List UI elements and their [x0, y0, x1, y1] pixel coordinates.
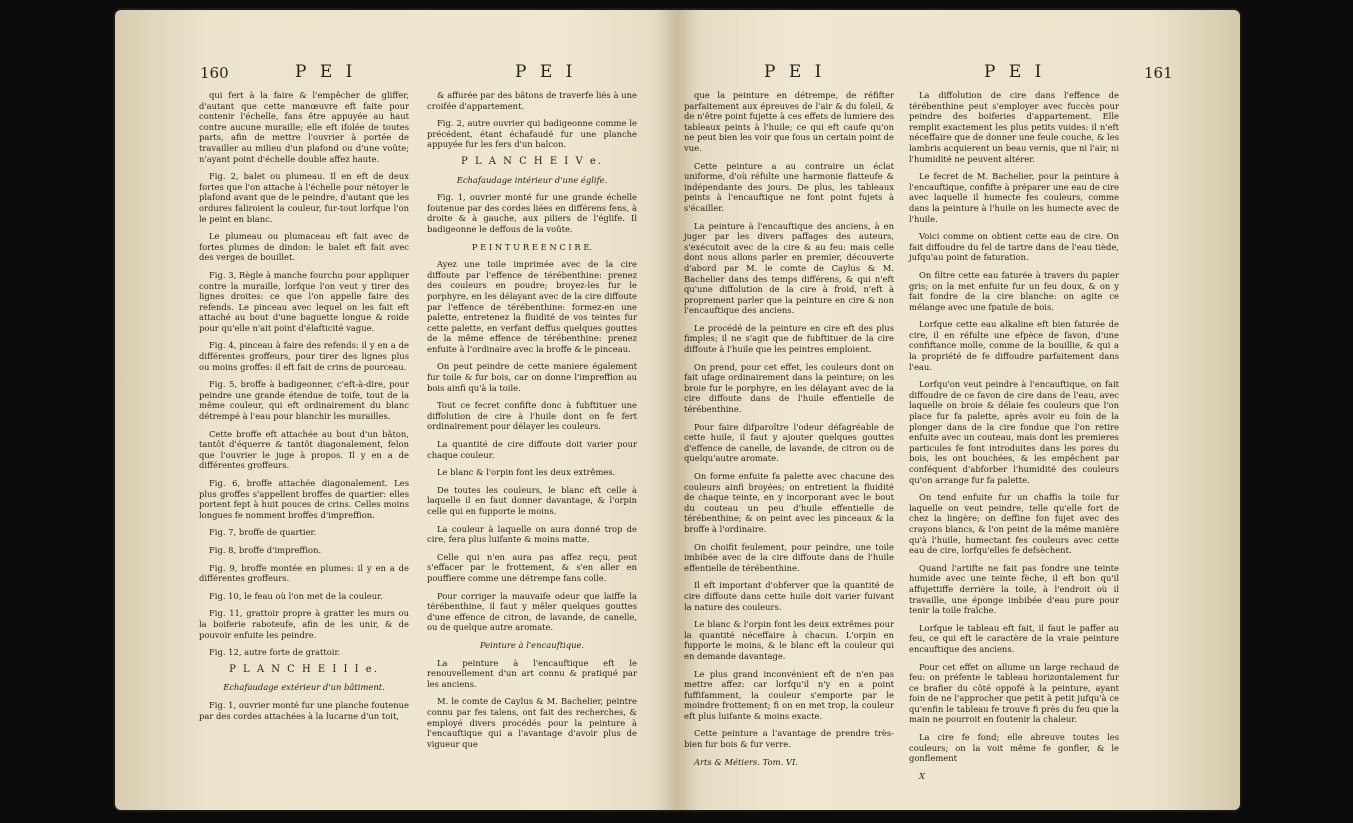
page-number: 160 — [200, 64, 229, 82]
paragraph: Ayez une toile imprimée avec de la cire diffoute par l'effence de térébenthine: prenez des couleurs en poudre; broyez-les fur le porphyre, en les délayant avec de la cire diffoute par l'effence de térébenthine: formez-en une palette, entretenez la fluidité de vos teintes fur cette palette, en verfant deffus quelques gouttes de la même effence de térébenthine: prenez enfuite à l'ordinaire avec la broffe & le pinceau. — [427, 259, 637, 354]
paragraph: De toutes les couleurs, le blanc eft celle à laquelle il en faut donner davantage, & l'orpin celle qui en fupporte le moins. — [427, 484, 637, 516]
paragraph: Fig. 5, broffe à badigeonner, c'eft-à-dire, pour peindre une grande étendue de toife, tout de la même couleur, qui eft ordinairement du blanc détrempé à l'eau pour blanchir les murailles. — [199, 379, 409, 422]
paragraph: La peinture à l'encauftique des anciens, à en juger par les divers paffages des auteurs, s'exécutoit avec de la cire & au feu: mais celle dont nous allons parler en premier, découverte d'abord par M. le comte de Caylus & M. Bachelier dans des temps différens, & qui n'eft qu'une diffolution de la cire à froid, n'eft à proprement parler que la peinture en cire & non l'encauftique des anciens. — [684, 220, 894, 316]
paragraph: P L A N C H E I V e. — [461, 155, 603, 167]
paragraph: Fig. 10, le feau où l'on met de la couleur. — [209, 590, 383, 601]
text-column — [909, 90, 1119, 788]
paragraph: Fig. 4, pinceau à faire des refends: il y en a de différentes groffeurs, pour tirer des lignes plus ou moins groffes: il eft fait de crins de pourceau. — [199, 340, 409, 372]
text-column — [684, 90, 894, 774]
paragraph: Tout ce fecret confifte donc à fubftituer une diffolution de cire à l'huile dont on fe fert ordinairement pour délayer les couleurs. — [427, 400, 637, 432]
paragraph: La quantité de cire diffoute doit varier pour chaque couleur. — [427, 439, 637, 460]
paragraph: La cire fe fond; elle abreuve toutes les couleurs; on la voit même fe gonfler, & le gonflement — [909, 732, 1119, 764]
paragraph: Le plus grand inconvénient eft de n'en pas mettre affez: car lorfqu'il n'y en a point fuffifamment, la couleur s'emporte par le moindre frottement; fi on en met trop, la couleur eft plus luifante & moins exacte. — [684, 668, 894, 721]
paragraph: Le blanc & l'orpin font les deux extrêmes pour la quantité néceffaire à chacun. L'orpin en fupporte le moins, & le blanc eft la couleur qui en demande davantage. — [684, 619, 894, 661]
paragraph: M. le comte de Caylus & M. Bachelier, peintre connu par fes talens, ont fait des recherches, & employé divers procédés pour la peinture à l'encauftique qui a l'avantage d'avoir plus de vigueur que — [427, 696, 637, 749]
paragraph: Fig. 3, Règle à manche fourchu pour appliquer contre la muraille, lorfque l'on veut y tirer des lignes droites: ce que l'on appelle faire des refends. Le pinceau avec lequel on les fait eft attaché au bout d'une baguette longue & roide pour qu'elle n'ait point d'élafticité vague. — [199, 269, 409, 333]
header-title: P E I — [295, 62, 357, 82]
running-header-right — [684, 62, 1190, 88]
paragraph: Fig. 11, grattoir propre à gratter les murs ou la boiferie raboteufe, afin de les unir, & de pouvoir enfuite les peindre. — [199, 608, 409, 640]
paragraph: Lorfqu'on veut peindre à l'encauftique, on fait diffoudre de ce favon de cire dans de l'eau, avec laquelle on broie & délaie fes couleurs que l'on place fur fa palette, après avoir eu foin de la plonger dans de la cire fondue que l'on retire enfuite avec un couteau, mais dont les premieres particules fe font introduites dans les pores du bois, les ont bouchées, & les empêchent par conféquent d'abforber l'humidité des couleurs qu'on arrange fur fa palette. — [909, 379, 1119, 485]
paragraph: Lorfque le tableau eft fait, il faut le paffer au feu, ce qui eft le caractère de la vraie peinture encauftique des anciens. — [909, 622, 1119, 654]
running-header-left — [200, 62, 651, 88]
paragraph: Cette peinture a au contraire un éclat uniforme, d'où réfulte une harmonie flatteufe & indépendante des jours. De plus, les tableaux peints à l'encauftique ne font point fujets à s'écailler. — [684, 160, 894, 213]
paragraph: Pour corriger la mauvaife odeur que laiffe la térébenthine, il faut y mêler quelques gouttes d'une effence de citron, de lavande, de canelle, ou de quelque autre aromate. — [427, 590, 637, 633]
paragraph: La couleur à laquelle on aura donné trop de cire, fera plus luifante & moins matte. — [427, 523, 637, 545]
text-column — [199, 90, 409, 728]
paragraph: La diffolution de cire dans l'effence de térébenthine peut s'employer avec fuccès pour peindre des boiferies d'appartement. Elle remplit exactement les plus petits vuides: il n'eft néceffaire que de donner une feule couche, & les lambris acquierent un beau vernis, que ni l'air, ni l'humidité ne peuvent altérer. — [909, 90, 1119, 164]
paragraph: qui fert à la faire & l'empêcher de gliffer, d'autant que cette manœuvre eft faite pour contenir l'échelle, fans être appuyée au haut contre aucune muraille; elle eft ifolée de toutes parts, afin de mettre l'ouvrier à portée de travailler au milieu d'un plafond ou d'une voûte; n'ayant point d'échelle double affez haute. — [199, 90, 409, 164]
paragraph: P E I N T U R E E N C I R E. — [471, 241, 593, 252]
header-title: P E I — [984, 62, 1046, 82]
paragraph: Voici comme on obtient cette eau de cire. On fait diffoudre du fel de tartre dans de l'eau tiède, jufqu'au point de faturation. — [909, 231, 1119, 263]
paragraph: Echafaudage extérieur d'un bâtiment. — [223, 682, 385, 693]
paragraph: Echafaudage intérieur d'une églife. — [456, 174, 608, 185]
paragraph: On prend, pour cet effet, les couleurs dont on fait ufage ordinairement dans la peinture; on les broie fur le porphyre, en les délayant avec de la cire diffoute dans de l'huile effentielle de térébenthine. — [684, 361, 894, 415]
paragraph: Quand l'artifte ne fait pas fondre une teinte humide avec une teinte fèche, il eft bon qu'il affujettiffe derrière la toile, à l'endroit où il travaille, une éponge imbibée d'eau pure pour tenir la toile fraîche. — [909, 562, 1119, 616]
paragraph: Peinture à l'encauftique. — [479, 639, 585, 650]
paragraph: P L A N C H E I I I e. — [229, 663, 379, 675]
paragraph: Fig. 2, balet ou plumeau. Il en eft de deux fortes que l'on attache à l'échelle pour nétoyer le plafond avant que de le peindre, d'autant que les ordures faliroient la couleur, fur-tout lorfque l'on le peint en blanc. — [199, 171, 409, 224]
paragraph: Pour faire difparoître l'odeur défagréable de cette huile, il faut y ajouter quelques gouttes d'effence de canelle, de lavande, de citron ou de quelqu'autre aromate. — [684, 421, 894, 464]
right-page — [684, 10, 1240, 810]
paragraph: & affurée par des bâtons de traverfe liés à une croifée d'appartement. — [427, 90, 637, 111]
paragraph: Fig. 2, autre ouvrier qui badigeonne comme le précédent, étant échafaudé fur une planche appuyée fur les fers d'un balcon. — [427, 118, 637, 150]
paragraph: Lorfque cette eau alkaline eft bien faturée de cire, il en réfulte une efpèce de favon, d'une confiftance molle, comme de la bouillie, & qui a la propriété de fe diffoudre parfaitement dans l'eau. — [909, 319, 1119, 372]
paragraph: Fig. 7, broffe de quartier. — [209, 527, 317, 538]
paragraph: Fig. 6, broffe attachée diagonalement. Les plus groffes s'appellent broffes de quartier: elles portent fept à huit pouces de crins. Celles moins longues fe nomment broffes d'impreffion. — [199, 478, 409, 520]
paragraph: Fig. 9, broffe montée en plumes: il y en a de différentes groffeurs. — [199, 562, 409, 584]
paragraph: Le procédé de la peinture en cire eft des plus fimples; il ne s'agit que de fubftituer de la cire diffoute à l'huile que les peintres emploient. — [684, 322, 894, 355]
header-title: P E I — [515, 62, 577, 82]
paragraph: Il eft important d'obferver que la quantité de cire diffoute dans cette huile doit varier fuivant la nature des couleurs. — [684, 580, 894, 612]
paragraph: Pour cet effet on allume un large rechaud de feu: on préfente le tableau horizontalement fur ce brafier du côté oppofé à la peinture, ayant foin de ne l'approcher que petit à petit jufqu'à ce qu'enfin le tableau fe trouve fi près du feu que la main ne pourroit en foutenir la chaleur. — [909, 661, 1119, 725]
paragraph: Fig. 12, autre forte de grattoir. — [209, 647, 341, 658]
header-title: P E I — [764, 62, 826, 82]
paragraph: Le fecret de M. Bachelier, pour la peinture à l'encauftique, confifte à préparer une eau de cire avec laquelle il humecte fes couleurs, comme dans la peinture à l'huile on les humecte avec de l'huile. — [909, 171, 1119, 224]
paragraph: La peinture à l'encauftique eft le renouvellement d'un art connu & pratiqué par les anciens. — [427, 657, 637, 689]
page-number: 161 — [1144, 64, 1173, 82]
paragraph: Le blanc & l'orpin font les deux extrêmes. — [437, 467, 616, 478]
paragraph: On tend enfuite fur un chaffis la toile fur laquelle on veut peindre, telle qu'elle fort de chez la lingère; on deffine fon fujet avec des crayons blancs, & l'on peint de la même manière qu'à l'huile, humectant fes couleurs avec cette eau de cire, lorfqu'elles fe defsèchent. — [909, 492, 1119, 556]
paragraph: On forme enfuite fa palette avec chacune des couleurs ainfi broyées; on entretient la fluidité de chaque teinte, en y incorporant avec le bout du couteau un peu d'huile effentielle de térébenthine; & on peint avec les pinceaux & la broffe à l'ordinaire. — [684, 471, 894, 534]
paragraph: Fig. 8, broffe d'impreffion. — [209, 544, 322, 555]
page-footer: Arts & Métiers. Tom. VI. — [694, 756, 798, 767]
paragraph: On filtre cette eau faturée à travers du papier gris; on la met enfuite fur un feu doux, & on y fait fondre de la cire blanche: on agite ce mélange avec une fpatule de bois. — [909, 269, 1119, 312]
paragraph: Le plumeau ou plumaceau eft fait avec de fortes plumes de dindon: le balet eft fait avec des verges de bouillet. — [199, 231, 409, 263]
paragraph: que la peinture en détrempe, de réfifter parfaitement aux épreuves de l'air & du foleil, & de n'être point fujette à ces effets de lumiere des tableaux peints à l'huile; ce qui eft caufe qu'on ne peut bien les voir que fous un certain point de vue. — [684, 90, 894, 153]
paragraph: Fig. 1, ouvrier monté fur une planche foutenue par des cordes attachées à la lucarne d'un toit, — [199, 699, 409, 721]
paragraph: Fig. 1, ouvrier monté fur une grande échelle foutenue par des cordes liées en différens fens, à droite & à gauche, aux piliers de l'églife. Il badigeonne le deffous de la voûte. — [427, 192, 637, 234]
paragraph: Cette peinture a l'avantage de prendre très-bien fur bois & fur verre. — [684, 728, 894, 750]
paragraph: On peut peindre de cette maniere également fur toile & fur bois, car on donne l'impreffion au bois ainfi qu'à la toile. — [427, 361, 637, 393]
paragraph: Cette broffe eft attachée au bout d'un bâton, tantôt d'équerre & tantôt diagonalement, felon que l'ouvrier le juge à propos. Il y en a de différentes groffeurs. — [199, 428, 409, 471]
page-footer: X — [919, 770, 925, 781]
paragraph: Celle qui n'en aura pas affez reçu, peut s'effacer par le frottement, & s'en aller en pouffiere comme une détrempe fans colle. — [427, 551, 637, 583]
paragraph: On choifit feulement, pour peindre, une toile imbibée avec de la cire diffoute dans de l'huile effentielle de térébenthine. — [684, 541, 894, 573]
left-page — [115, 10, 671, 810]
open-book — [115, 10, 1240, 810]
text-column — [427, 90, 637, 756]
